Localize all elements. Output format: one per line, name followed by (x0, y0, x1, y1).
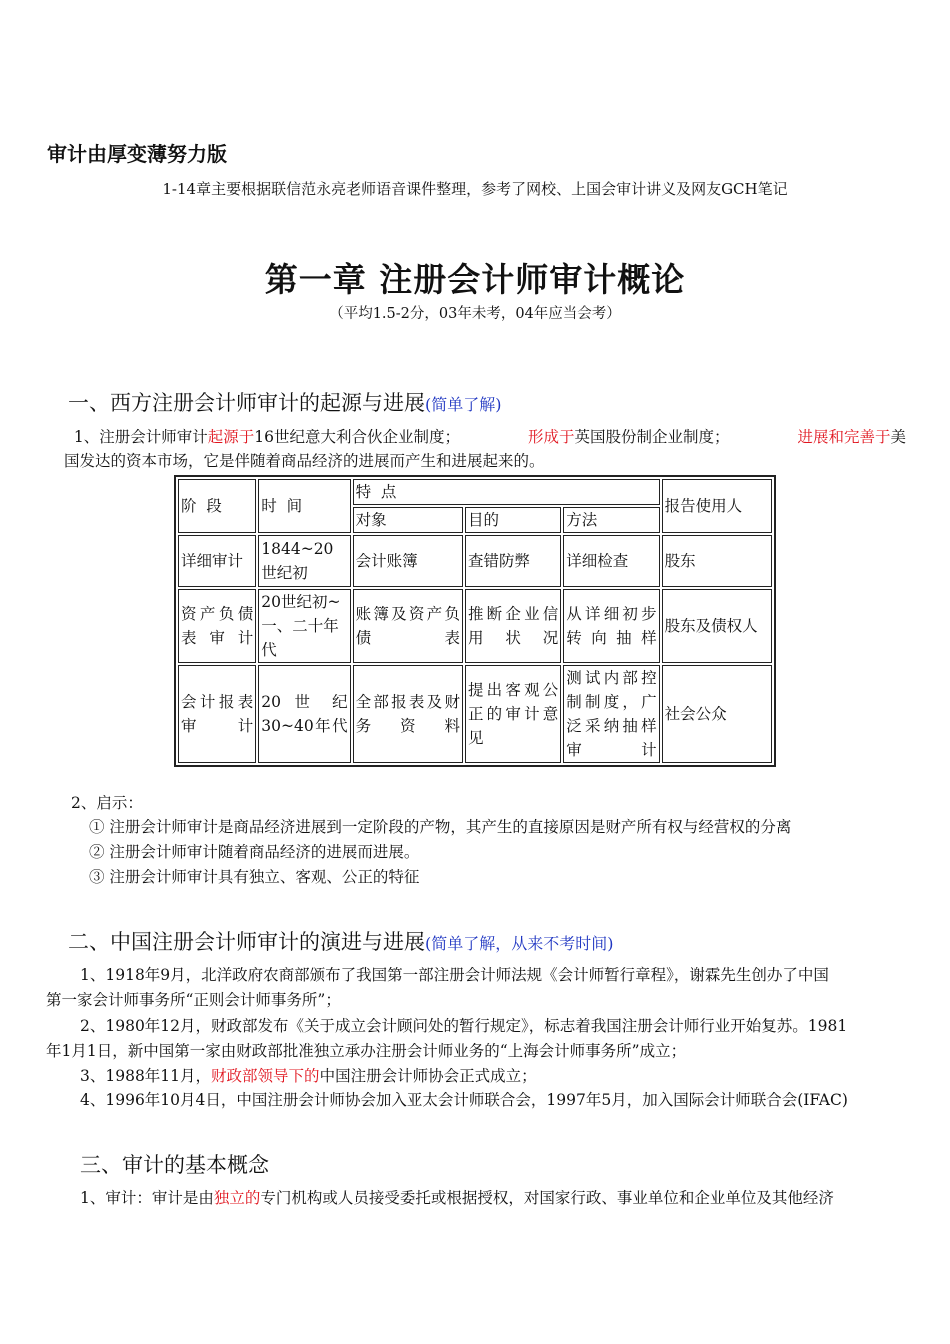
row-object: 账簿及资产负债表 (353, 589, 463, 663)
section2-item2-line1: 2、1980年12月，财政部发布《关于成立会计顾问处的暂行规定》，标志着我国注册会计师行业开始复苏。1981 (80, 1017, 848, 1035)
section1-insight-item-1: ① 注册会计师审计是商品经济进展到一定阶段的产物，其产生的直接原因是财产所有权与经营权的分离 (89, 818, 792, 836)
row-time: 1844~20 世纪初 (258, 535, 350, 587)
row-stage: 详细审计 (178, 535, 256, 587)
row-time: 20世纪初~一、二十年代 (258, 589, 350, 663)
p1-part-b: 形成于英国股份制企业制度； (527, 428, 730, 446)
row-method: 从详细初步转向抽样 (563, 589, 659, 663)
p1-origin-highlight: 起源于 (207, 428, 255, 446)
section1-insight-item-3: ③ 注册会计师审计具有独立、客观、公正的特征 (89, 868, 420, 886)
row-purpose: 提出客观公正的审计意见 (465, 665, 561, 763)
row-users: 社会公众 (662, 665, 772, 763)
row-users: 股东 (662, 535, 772, 587)
section2-item1-line1: 1、1918年9月，北洋政府农商部颁布了我国第一部注册会计师法规《会计师暂行章程》，谢霖先生创办了中国 (80, 966, 829, 984)
audit-stage-table (174, 475, 776, 767)
section2-heading-text: 二、中国注册会计师审计的演进与进展 (68, 930, 425, 954)
section1-paragraph1-line2: 国发达的资本市场，它是伴随着商品经济的进展而产生和进展起来的。 (64, 452, 545, 470)
row-method: 详细检查 (563, 535, 659, 587)
header-stage: 阶 段 (178, 479, 256, 533)
p1-part-c: 进展和完善于美 (797, 428, 906, 446)
table-row (178, 535, 772, 587)
section2-item1-line2: 第一家会计师事务所“正则会计师事务所”； (46, 991, 341, 1009)
section3-heading: 三、审计的基本概念 (80, 1153, 269, 1177)
source-note: 1-14章主要根据联信范永亮老师语音课件整理，参考了网校、上国会审计讲义及网友GCH笔记 (162, 180, 788, 198)
row-stage: 资产负债表审计 (178, 589, 256, 663)
section2-heading (68, 926, 614, 956)
section1-heading-text: 一、西方注册会计师审计的起源与进展 (68, 391, 425, 415)
header-object: 对象 (353, 507, 463, 533)
row-method: 测试内部控制制度，广泛采纳抽样审计 (563, 665, 659, 763)
row-object: 全部报表及财务资料 (353, 665, 463, 763)
header-users: 报告使用人 (662, 479, 772, 533)
p1-formed-highlight: 形成于 (527, 428, 575, 446)
table-row (178, 665, 772, 763)
row-object: 会计账簿 (353, 535, 463, 587)
section1-insight-label: 2、启示： (71, 794, 143, 812)
section1-paragraph1 (64, 425, 906, 473)
section2-item4: 4、1996年10月4日，中国注册会计师协会加入亚太会计师联合会，1997年5月，加入国际会计师联合会(IFAC) (80, 1091, 848, 1109)
section2-item2-line2: 年1月1日，新中国第一家由财政部批准独立承办注册会计师业务的“上海会计师事务所”成立； (46, 1042, 687, 1060)
row-purpose: 查错防弊 (465, 535, 561, 587)
document-title: 审计由厚变薄努力版 (47, 142, 227, 166)
section1-heading (68, 387, 502, 417)
header-method: 方法 (563, 507, 659, 533)
section1-tag: (简单了解) (425, 395, 502, 414)
table-row (178, 589, 772, 663)
chapter-title: 第一章 注册会计师审计概论 (264, 260, 686, 299)
row-stage: 会计报表审计 (178, 665, 256, 763)
section1-insight-item-2: ② 注册会计师审计随着商品经济的进展而进展。 (89, 843, 420, 861)
section2-item3: 3、1988年11月，财政部领导下的中国注册会计师协会正式成立； (80, 1067, 537, 1085)
header-features: 特 点 (353, 479, 660, 505)
header-time: 时 间 (258, 479, 350, 533)
row-purpose: 推断企业信用状况 (465, 589, 561, 663)
section3-item1: 1、审计：审计是由独立的专门机构或人员接受委托或根据授权，对国家行政、事业单位和企业单位及其他经济 (80, 1189, 834, 1207)
chapter-note: （平均1.5-2分，03年未考，04年应当会考） (329, 306, 621, 322)
p1-part-a: 1、注册会计师审计起源于16世纪意大利合伙企业制度； (73, 428, 460, 446)
section2-item3-highlight: 财政部领导下的 (211, 1067, 320, 1085)
row-users: 股东及债权人 (662, 589, 772, 663)
row-time: 20 世 纪30~40年代 (258, 665, 350, 763)
section3-item1-highlight: 独立的 (213, 1189, 261, 1207)
section2-tag: (简单了解，从来不考时间) (425, 934, 614, 953)
p1-developed-highlight: 进展和完善于 (797, 428, 891, 446)
section1-paragraph1-line1 (64, 425, 906, 449)
header-purpose: 目的 (465, 507, 561, 533)
